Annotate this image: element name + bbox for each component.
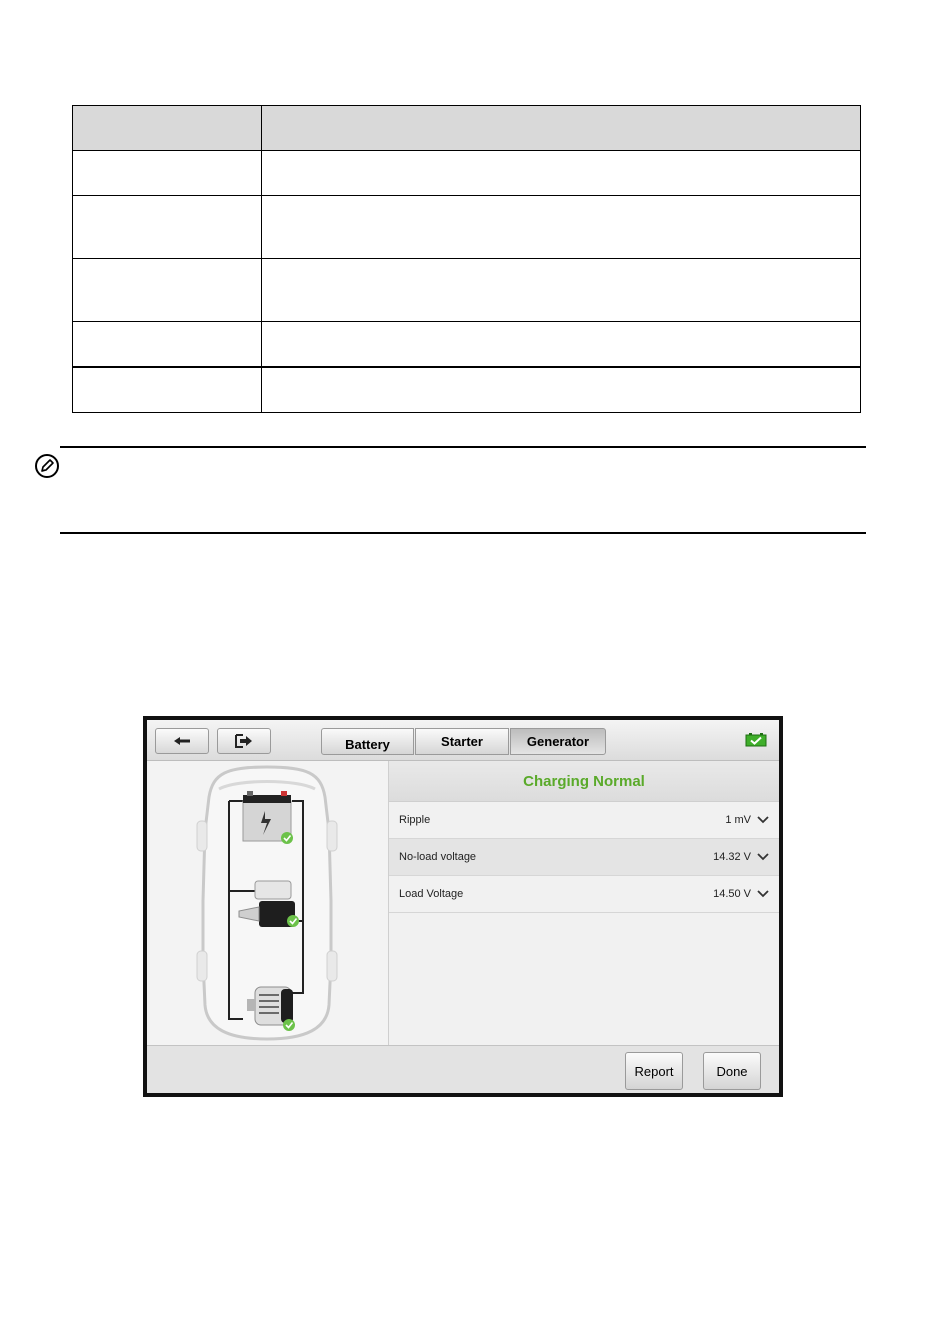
chevron-down-icon[interactable] [757, 890, 769, 898]
vehicle-diagram [147, 761, 388, 1045]
table-cell [73, 259, 262, 322]
chevron-down-icon[interactable] [757, 816, 769, 824]
result-label: No-load voltage [399, 851, 477, 863]
table-header-cell [262, 106, 861, 151]
exit-button[interactable] [217, 728, 271, 754]
table-cell [262, 259, 861, 322]
table-cell [73, 151, 262, 196]
device-screen [143, 716, 783, 1097]
check-icon [281, 832, 293, 844]
tab-starter[interactable]: Starter [415, 728, 509, 755]
table-row [73, 259, 861, 322]
spec-table [72, 105, 861, 413]
table-header-cell [73, 106, 262, 151]
note-bottom-rule [60, 532, 866, 534]
result-row-no-load-voltage[interactable] [389, 839, 779, 876]
check-icon [287, 915, 299, 927]
tab-generator[interactable]: Generator [510, 728, 606, 755]
battery-component [243, 791, 293, 844]
result-value: 1 mV [725, 814, 751, 826]
result-value: 14.50 V [713, 888, 751, 900]
table-cell [73, 196, 262, 259]
result-pane [389, 761, 779, 1045]
pencil-circle-icon [34, 453, 60, 479]
table-cell [262, 196, 861, 259]
check-icon [283, 1019, 295, 1031]
table-cell [73, 367, 262, 413]
back-arrow-icon [173, 736, 191, 746]
back-button[interactable] [155, 728, 209, 754]
table-row [73, 322, 861, 368]
table-row [73, 151, 861, 196]
result-label: Load Voltage [399, 888, 464, 900]
result-label: Ripple [399, 814, 431, 826]
result-row-load-voltage[interactable] [389, 876, 779, 913]
table-header-row [73, 106, 861, 151]
vehicle-diagram-pane [147, 761, 389, 1045]
result-row-ripple[interactable] [389, 802, 779, 839]
table-cell [262, 367, 861, 413]
table-cell [262, 322, 861, 368]
toolbar [147, 720, 779, 761]
note-top-rule [60, 446, 866, 448]
table-row [73, 196, 861, 259]
result-value: 14.32 V [713, 851, 751, 863]
done-button[interactable]: Done [703, 1052, 761, 1090]
table-cell [73, 322, 262, 368]
battery-ok-icon [745, 732, 767, 747]
tab-battery[interactable]: Battery [321, 728, 414, 755]
result-title: Charging Normal [389, 761, 779, 802]
table-row [73, 367, 861, 413]
bottom-action-bar [147, 1045, 779, 1094]
exit-icon [234, 733, 254, 749]
chevron-down-icon[interactable] [757, 853, 769, 861]
table-cell [262, 151, 861, 196]
report-button[interactable]: Report [625, 1052, 683, 1090]
